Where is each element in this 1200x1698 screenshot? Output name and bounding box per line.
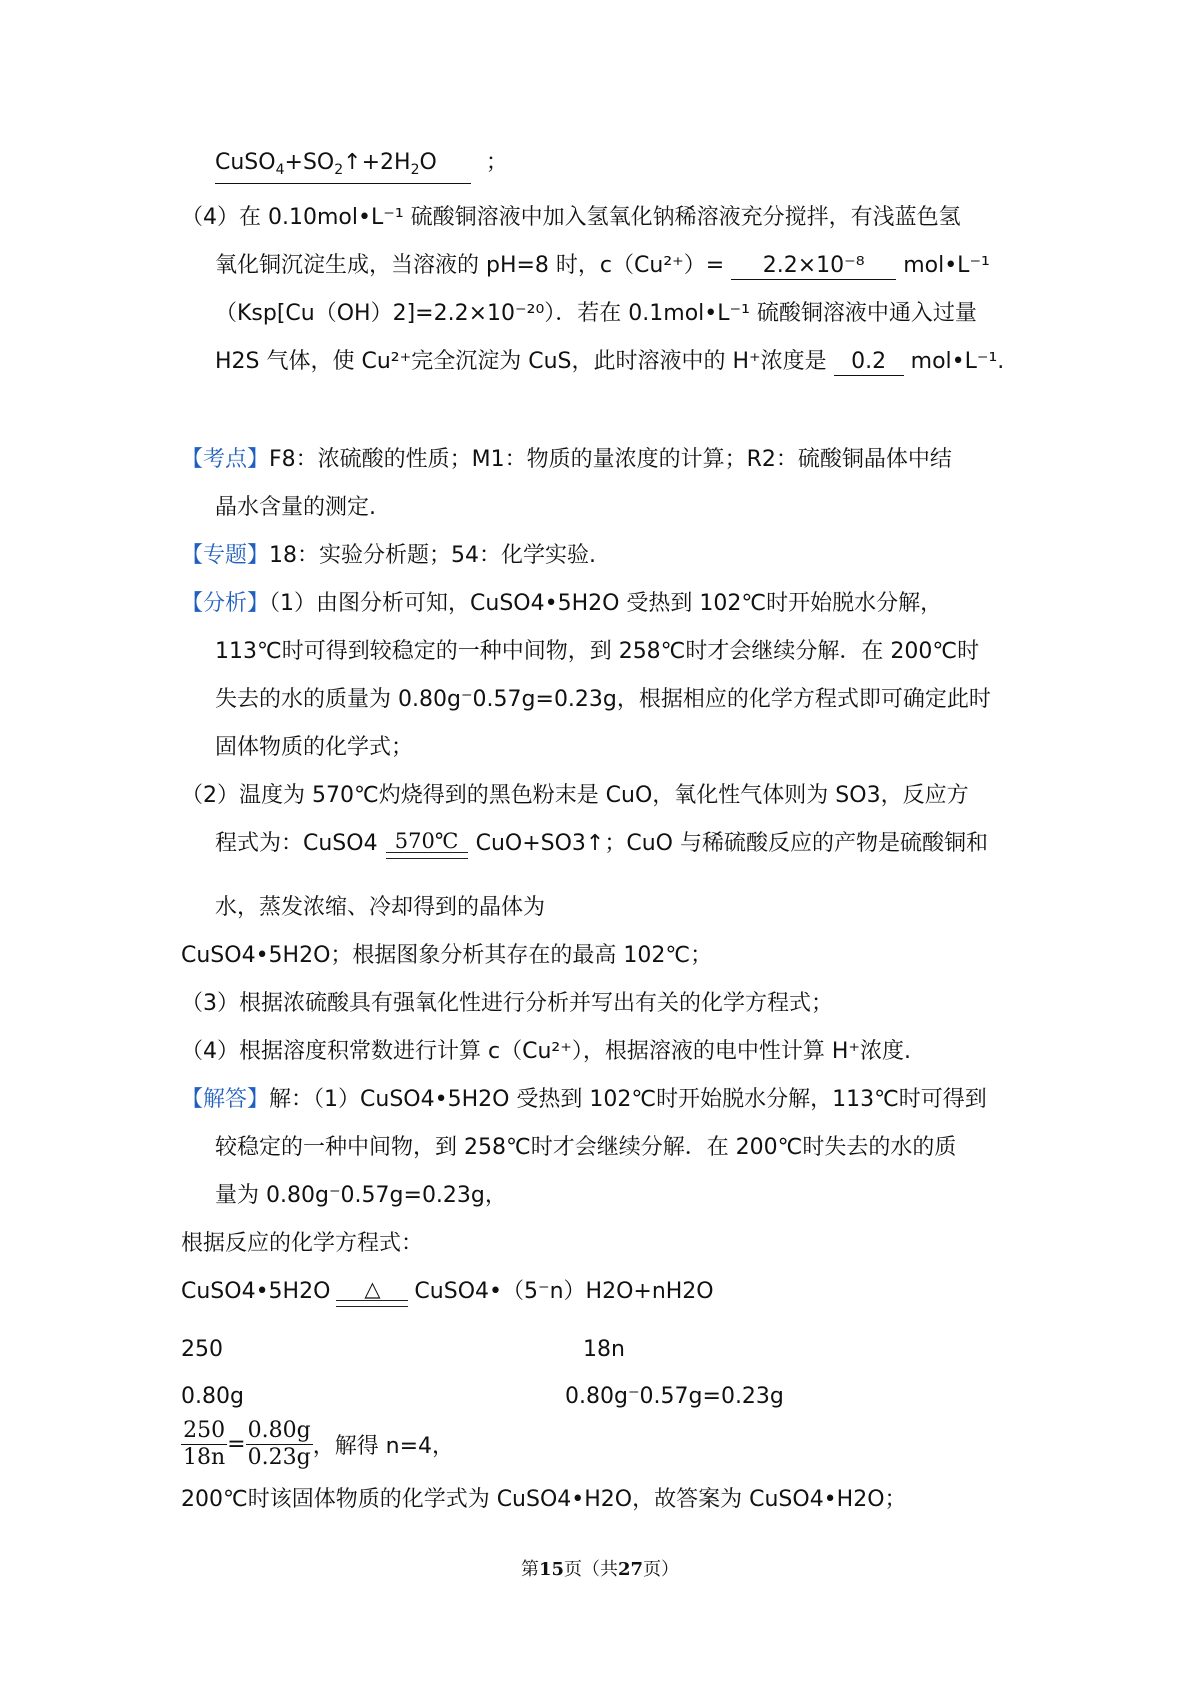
kaodian-line2 — [215, 493, 376, 523]
jieda-line4 — [181, 1229, 423, 1259]
equilibrium-bars-2 — [336, 1300, 408, 1307]
jieda-line1 — [181, 1085, 987, 1115]
solve-text: ，解得 n=4， — [312, 1434, 455, 1459]
ratio-value: 0.80g⁻0.57g=0.23g — [565, 1384, 784, 1409]
jieda-line3 — [215, 1181, 507, 1211]
fraction-right — [246, 1418, 313, 1471]
fenxi-text-1: （1）由图分析可知，CuSO4•5H2O 受热到 102℃时开始脱水分解， — [269, 591, 943, 616]
q4-text-1: （4）在 0.10mol•L⁻¹ 硫酸铜溶液中加入氢氧化钠稀溶液充分搅拌，有浅蓝色氢 — [181, 205, 961, 230]
fenxi-text-6a: 程式为：CuSO4 — [215, 831, 378, 856]
ratio-row1-right — [583, 1335, 625, 1365]
fenxi-text-8: CuSO4•5H2O；根据图象分析其存在的最高 102℃； — [181, 943, 713, 968]
page-footer — [0, 1555, 1200, 1581]
heat-symbol: △ — [364, 1276, 381, 1301]
equation-line — [215, 148, 508, 184]
ratio-value: 18n — [583, 1337, 625, 1362]
fenxi-text-3: 失去的水的质量为 0.80g⁻0.57g=0.23g，根据相应的化学方程式即可确定此时 — [215, 687, 991, 712]
jieda-text-4: 根据反应的化学方程式： — [181, 1231, 424, 1256]
ratio-row1-left — [181, 1335, 223, 1365]
fenxi-text-9: （3）根据浓硫酸具有强氧化性进行分析并写出有关的化学方程式； — [181, 991, 833, 1016]
jieda-last-line — [181, 1485, 907, 1515]
zhuanti-tag: 【专题】 — [181, 543, 270, 568]
fraction-left — [181, 1418, 227, 1471]
ratio-row2-right — [565, 1382, 784, 1412]
zhuanti-line — [181, 541, 596, 571]
equals-sign: = — [227, 1432, 246, 1457]
jieda-text-2: 较稳定的一种中间物，到 258℃时才会继续分解．在 200℃时失去的水的质 — [215, 1135, 957, 1160]
fenxi-text-5: （2）温度为 570℃灼烧得到的黑色粉末是 CuO，氧化性气体则为 SO3，反应方 — [181, 783, 969, 808]
kaodian-text-1: F8：浓硫酸的性质；M1：物质的量浓度的计算；R2：硫酸铜晶体中结 — [269, 447, 952, 472]
jieda-text-1: 解：（1）CuSO4•5H2O 受热到 102℃时开始脱水分解，113℃时可得到 — [269, 1087, 987, 1112]
fraction-numerator: 0.80g — [247, 1418, 311, 1443]
fenxi-line8 — [181, 941, 712, 971]
fenxi-text-10: （4）根据溶度积常数进行计算 c（Cu²⁺），根据溶液的电中性计算 H⁺浓度. — [181, 1039, 911, 1064]
ratio-value: 0.80g — [181, 1384, 244, 1409]
fenxi-tag: 【分析】 — [181, 591, 270, 616]
kaodian-tag: 【考点】 — [181, 447, 270, 472]
fenxi-line1 — [181, 589, 942, 619]
q4-line2 — [215, 251, 990, 281]
reactant: CuSO4•5H2O — [181, 1279, 331, 1304]
fenxi-line3 — [215, 685, 991, 715]
equilibrium-bars — [386, 852, 468, 859]
jieda-text-3: 量为 0.80g⁻0.57g=0.23g， — [215, 1183, 507, 1208]
q4-line4 — [215, 347, 1004, 377]
q4-answer-1: 2.2×10⁻⁸ — [731, 253, 896, 280]
jieda-line2 — [215, 1133, 956, 1163]
page-number: 15 — [538, 1559, 564, 1580]
q4-text-2a: 氧化铜沉淀生成，当溶液的 pH=8 时，c（Cu²⁺）= — [215, 253, 725, 278]
q4-line3 — [215, 299, 977, 329]
fraction-denominator: 18n — [183, 1445, 226, 1470]
q4-answer-2: 0.2 — [834, 349, 904, 376]
fenxi-line7 — [215, 893, 545, 923]
jieda-text-last: 200℃时该固体物质的化学式为 CuSO4•H2O，故答案为 CuSO4•H2O； — [181, 1487, 907, 1512]
kaodian-text-2: 晶水含量的测定. — [215, 495, 376, 520]
total-pages: 27 — [618, 1559, 644, 1580]
kaodian-line1 — [181, 445, 952, 475]
ratio-value: 250 — [181, 1337, 223, 1362]
fenxi-line10 — [181, 1037, 911, 1067]
fenxi-text-4: 固体物质的化学式； — [215, 735, 414, 760]
fenxi-line4 — [215, 733, 413, 763]
equation-answer: $CuSO_4+SO_2↑+2H_2O$ — [215, 150, 471, 184]
reaction-condition-heat — [336, 1278, 408, 1307]
jieda-tag: 【解答】 — [181, 1087, 270, 1112]
zhuanti-text: 18：实验分析题；54：化学实验. — [269, 543, 596, 568]
fraction-denominator: 0.23g — [247, 1445, 311, 1470]
fraction-equation — [181, 1418, 454, 1471]
q4-text-4a: H2S 气体，使 Cu²⁺完全沉淀为 CuS，此时溶液中的 H⁺浓度是 — [215, 349, 827, 374]
ratio-row2-left — [181, 1382, 244, 1412]
fenxi-line6 — [215, 829, 988, 859]
reaction-equation — [181, 1277, 714, 1307]
condition-label: 570℃ — [394, 828, 459, 853]
q4-text-3: （Ksp[Cu（OH）2]=2.2×10⁻²⁰）．若在 0.1mol•L⁻¹ 硫酸铜溶液中通入过量 — [215, 301, 977, 326]
reaction-condition-570 — [386, 830, 468, 859]
q4-text-2b: mol•L⁻¹ — [903, 253, 990, 278]
fenxi-line2 — [215, 637, 979, 667]
fraction-numerator: 250 — [181, 1418, 227, 1445]
fenxi-text-6b: CuO+SO3↑；CuO 与稀硫酸反应的产物是硫酸铜和 — [475, 831, 988, 856]
fenxi-line9 — [181, 989, 833, 1019]
fenxi-text-7: 水，蒸发浓缩、冷却得到的晶体为 — [215, 895, 546, 920]
fenxi-line5 — [181, 781, 969, 811]
q4-text-4b: mol•L⁻¹. — [910, 349, 1005, 374]
footer-text: 第 — [520, 1559, 539, 1580]
equation-end: ； — [485, 150, 508, 175]
fenxi-text-2: 113℃时可得到较稳定的一种中间物，到 258℃时才会继续分解．在 200℃时 — [215, 639, 980, 664]
q4-line1 — [181, 203, 961, 233]
products: CuSO4•（5⁻n）H2O+nH2O — [414, 1279, 714, 1304]
footer-text: 页（共 — [564, 1559, 618, 1580]
footer-text: 页） — [643, 1559, 680, 1580]
